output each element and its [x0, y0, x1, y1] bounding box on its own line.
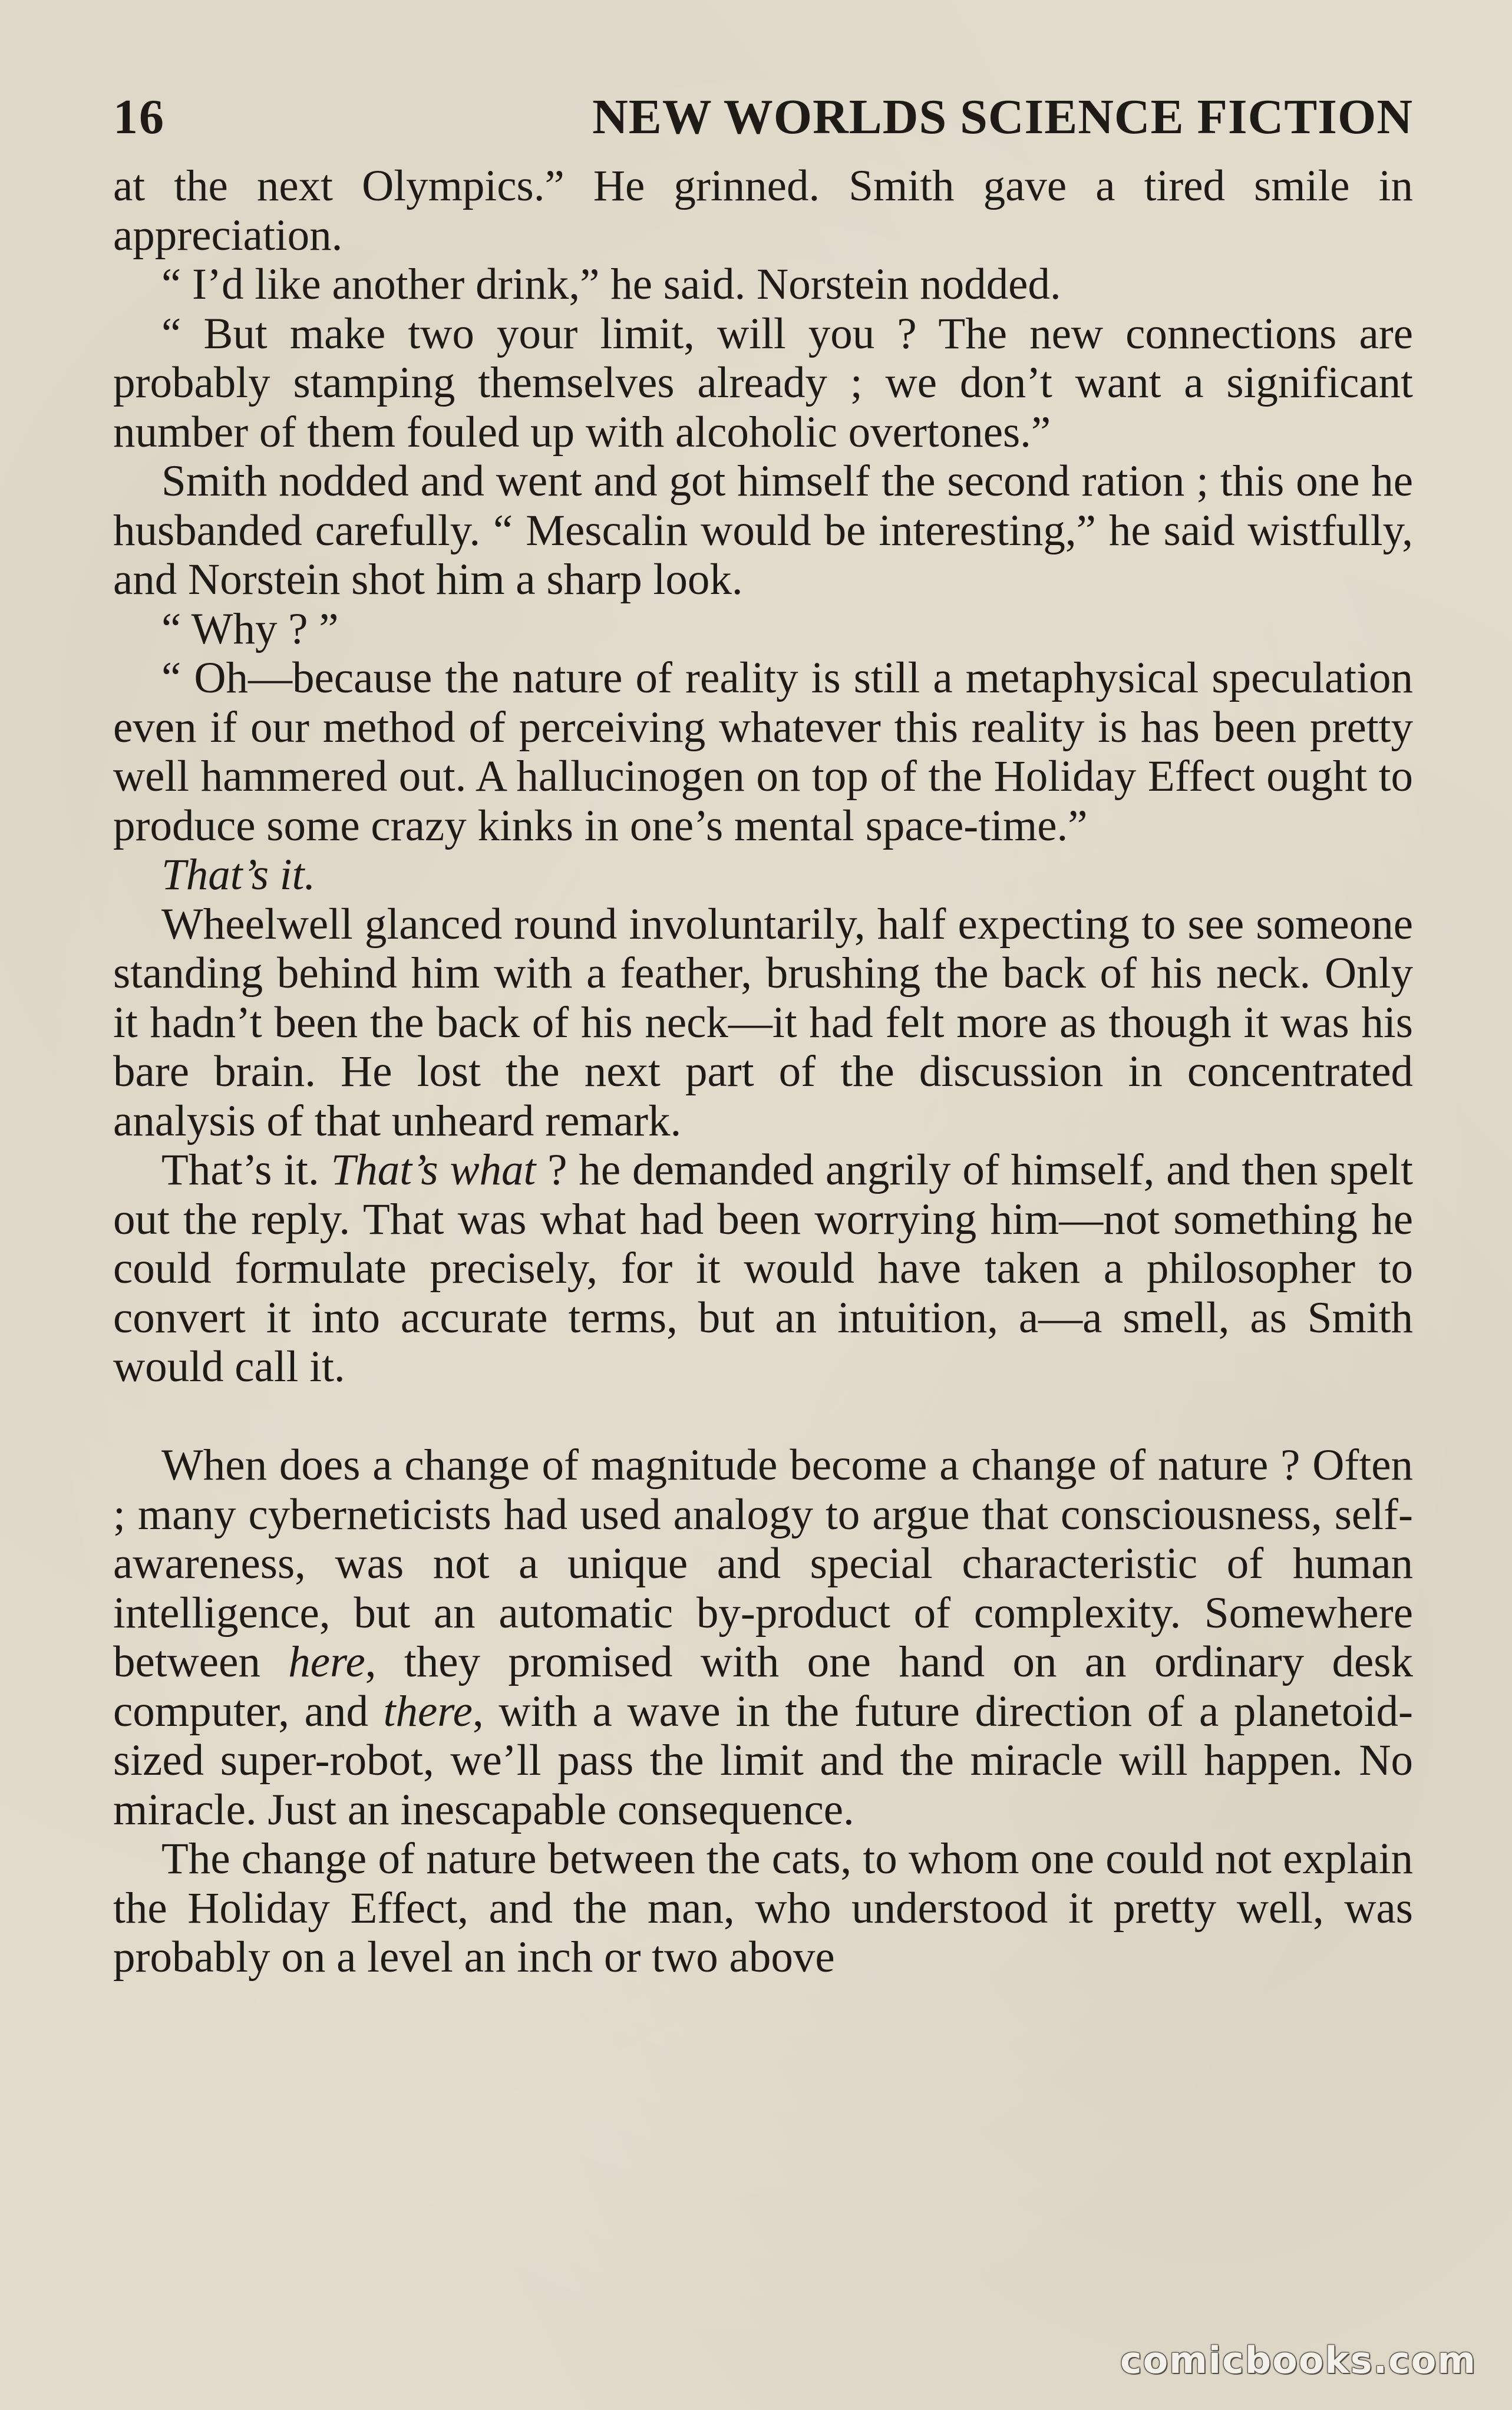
paragraph [113, 457, 1413, 605]
watermark-logo: comicbooks.com [1120, 2339, 1477, 2382]
paragraph [113, 1834, 1413, 1982]
paragraph [113, 309, 1413, 457]
paragraph [113, 850, 1413, 900]
italic-text: here [288, 1638, 365, 1686]
text-run: ? he demanded angrily of himself, and then spelt out the reply. That was what had been worrying him—not something he could formulate precisely, for it would have taken a philosopher to convert it into accurate terms, but an intuition, a—a smell, as Smith would call it. [113, 1145, 1413, 1391]
italic-text: there [383, 1686, 473, 1736]
text-run: When does a change of magnitude become a change of nature ? Often ; many cyberneticists had used analogy to argue that consciousness, self-awareness, was not a unique and special characteristic of human intelligence, but an automatic by-product of complexity. Somewhere between [113, 1441, 1413, 1686]
text-run: , with a wave in the future direction of a planetoid-sized super-robot, we’ll pass the limit and the miracle will happen. No miracle. Just an inescapable consequence. [113, 1686, 1413, 1834]
running-head [113, 88, 1413, 153]
italic-text: That’s it. [161, 850, 316, 899]
running-title: NEW WORLDS SCIENCE FICTION [592, 90, 1413, 144]
paragraph [113, 1441, 1413, 1834]
paragraph [113, 1145, 1413, 1392]
text-run: Smith nodded and went and got himself the second ration ; this one he husbanded carefully. “ Mescalin would be interesting,” he said wistfully, and Norstein shot him a sharp look. [113, 457, 1413, 604]
text-run: “ I’d like another drink,” he said. Norstein nodded. [161, 260, 1061, 309]
text-run: Wheelwell glanced round involuntarily, half expecting to see someone standing behind him with a feather, brushing the back of his neck. Only it hadn’t been the back of his neck—it had felt more as though it was his bare brain. He lost the next part of the discussion in concentrated analysis of that unheard remark. [113, 899, 1413, 1145]
text-run: The change of nature between the cats, to whom one could not explain the Holiday Effect, and the man, who understood it pretty well, was probably on a level an inch or two above [113, 1834, 1413, 1982]
paragraph [113, 605, 1413, 654]
paragraph [113, 161, 1413, 260]
paragraph [113, 900, 1413, 1146]
text-run: That’s it. [161, 1145, 331, 1194]
body-text [113, 161, 1413, 1982]
text-run: , they promised with one hand on an ordinary desk computer, and [113, 1638, 1413, 1736]
paragraph [113, 260, 1413, 309]
page-number: 16 [113, 90, 165, 144]
paragraph [113, 653, 1413, 850]
book-page [113, 88, 1413, 1982]
text-run: at the next Olympics.” He grinned. Smith gave a tired smile in appreciation. [113, 161, 1413, 260]
text-run: “ Oh—because the nature of reality is still a metaphysical speculation even if our method of perceiving whatever this reality is has been pretty well hammered out. A hallucinogen on top of the Holiday Effect ought to produce some crazy kinks in one’s mental space-time.” [113, 653, 1413, 850]
text-run: “ But make two your limit, will you ? The new connections are probably stamping themselves already ; we don’t want a significant number of them fouled up with alcoholic overtones.” [113, 309, 1413, 457]
text-run: “ Why ? ” [161, 604, 339, 653]
italic-text: That’s what [331, 1145, 536, 1194]
